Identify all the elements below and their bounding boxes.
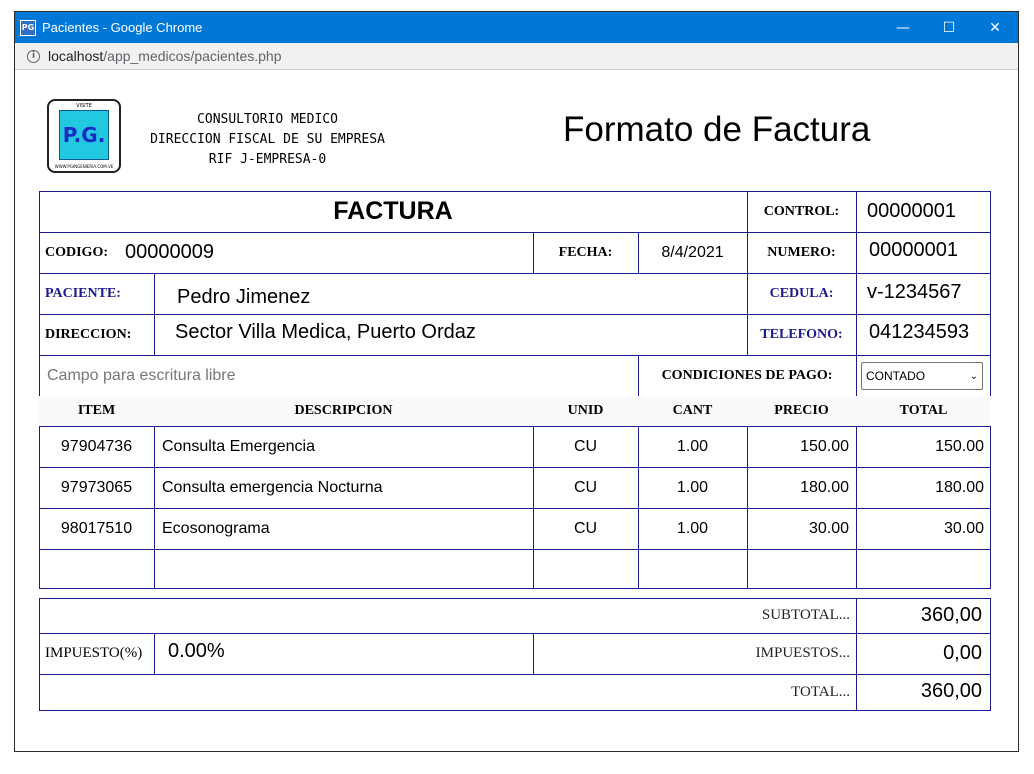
- item-cant: 1.00: [676, 437, 709, 455]
- company-info: [125, 110, 410, 170]
- condiciones-select[interactable]: [862, 362, 983, 390]
- cedula-label: CEDULA:: [769, 285, 834, 301]
- codigo-label: CODIGO:: [45, 244, 108, 260]
- company-logo: [47, 99, 121, 173]
- telefono-label: TELEFONO:: [760, 326, 843, 342]
- total-label: TOTAL...: [791, 684, 850, 700]
- col-header-descripcion: DESCRIPCION: [154, 396, 533, 426]
- title-bar: [15, 12, 1018, 43]
- free-text-input[interactable]: Campo para escritura libre: [47, 366, 236, 384]
- page-content: [15, 70, 1018, 751]
- item-precio: 150.00: [800, 437, 849, 455]
- item-total: 180.00: [935, 478, 984, 496]
- fecha-value: 8/4/2021: [661, 243, 724, 261]
- item-total: 150.00: [935, 437, 984, 455]
- item-cant: 1.00: [676, 519, 709, 537]
- minimize-button[interactable]: —: [896, 19, 910, 36]
- invoice-grid: [39, 191, 991, 589]
- control-value: 00000001: [867, 200, 956, 222]
- impuestos-value: 0,00: [943, 642, 982, 664]
- item-unid: CU: [573, 519, 598, 537]
- col-header-cant: CANT: [638, 396, 747, 426]
- impuesto-pct-value: 0.00%: [168, 640, 225, 662]
- info-icon[interactable]: i: [27, 50, 40, 63]
- item-precio: 180.00: [800, 478, 849, 496]
- item-unid: CU: [573, 478, 598, 496]
- chevron-down-icon: ⌄: [969, 370, 978, 382]
- url-text[interactable]: [48, 48, 282, 64]
- browser-window: [14, 11, 1019, 752]
- direccion-value: Sector Villa Medica, Puerto Ordaz: [175, 321, 476, 343]
- codigo-value: 00000009: [125, 240, 214, 263]
- subtotal-label: SUBTOTAL...: [761, 607, 850, 623]
- item-desc: Ecosonograma: [162, 519, 270, 537]
- item-total: 30.00: [943, 519, 984, 537]
- close-button[interactable]: ✕: [989, 19, 1001, 36]
- cedula-value: v-1234567: [867, 280, 962, 303]
- url-host: localhost: [48, 48, 104, 64]
- subtotal-value: 360,00: [920, 604, 982, 626]
- condiciones-selected: CONTADO: [866, 369, 926, 383]
- col-header-precio: PRECIO: [747, 396, 856, 426]
- col-header-total: TOTAL: [856, 396, 991, 426]
- logo-url: WWW.PGINGENIERIA.COM.VE: [54, 164, 114, 169]
- logo-mark: P.G.: [59, 110, 109, 160]
- impuesto-pct-label: IMPUESTO(%): [45, 645, 143, 661]
- item-code: 97904736: [60, 437, 133, 455]
- item-code: 97973065: [60, 478, 133, 496]
- paciente-value: Pedro Jimenez: [177, 286, 311, 308]
- company-line-1: CONSULTORIO MEDICO: [197, 112, 338, 127]
- direccion-label: DIRECCION:: [45, 326, 132, 342]
- numero-value: 00000001: [869, 238, 958, 261]
- company-line-3: RIF J-EMPRESA-0: [208, 152, 327, 167]
- item-desc: Consulta emergencia Nocturna: [162, 478, 383, 496]
- app-icon: PG: [20, 20, 36, 36]
- col-header-unid: UNID: [533, 396, 638, 426]
- col-header-item: ITEM: [39, 396, 154, 426]
- document-title: Formato de Factura: [563, 110, 871, 149]
- invoice-title: FACTURA: [333, 197, 453, 225]
- item-desc: Consulta Emergencia: [162, 437, 315, 455]
- control-label: CONTROL:: [763, 203, 840, 219]
- fecha-label: FECHA:: [558, 244, 613, 260]
- impuestos-label: IMPUESTOS...: [755, 645, 850, 661]
- total-value: 360,00: [920, 679, 982, 702]
- window-controls: [880, 12, 1018, 43]
- condiciones-label: CONDICIONES DE PAGO:: [661, 367, 833, 383]
- logo-visite: VISITE: [76, 103, 92, 109]
- numero-label: NUMERO:: [767, 244, 836, 260]
- company-line-2: DIRECCION FISCAL DE SU EMPRESA: [150, 132, 385, 147]
- item-cant: 1.00: [676, 478, 709, 496]
- item-precio: 30.00: [808, 519, 849, 537]
- address-bar[interactable]: [15, 43, 1018, 70]
- window-title: Pacientes - Google Chrome: [42, 20, 203, 35]
- url-path: /app_medicos/pacientes.php: [103, 48, 282, 64]
- paciente-label: PACIENTE:: [45, 285, 121, 301]
- totals-block: [39, 598, 991, 711]
- item-unid: CU: [573, 437, 598, 455]
- maximize-button[interactable]: ☐: [942, 19, 956, 36]
- item-code: 98017510: [60, 519, 133, 537]
- telefono-value: 041234593: [869, 321, 970, 343]
